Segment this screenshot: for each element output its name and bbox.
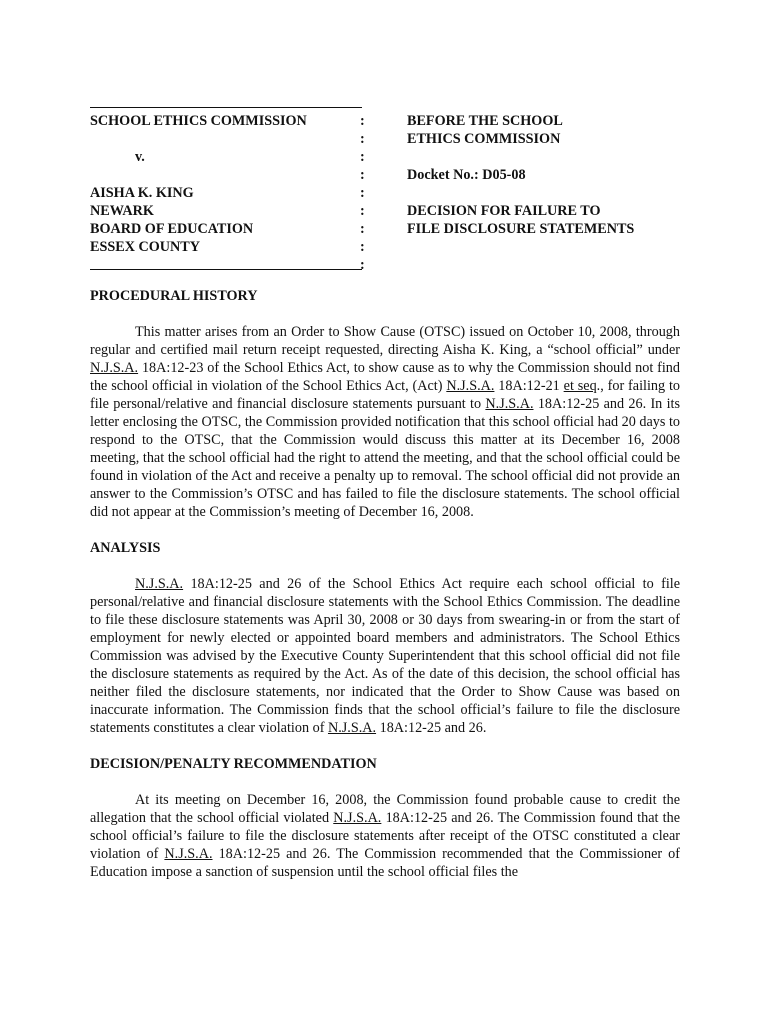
caption-blank-line xyxy=(90,130,360,148)
caption-colon: : xyxy=(360,203,365,219)
analysis-paragraph: N.J.S.A. 18A:12-25 and 26 of the School Ethics Act require each school official to file personal/relative and financial disclosure statements with the School Ethics Commission. The deadline to file these disclosure statements was April 30, 2008 or 30 days from swearing-in or from the start of employment for newly elected or appointed board members and administrators. The School Ethics Commission was advised by the Executive County Superintendent that this school official did not file the disclosure statements as required by the Act. As of the date of this decision, the school official has neither filed the disclosure statements, nor indicated that the Order to Show Cause was based on inaccurate information. The Commission finds that the school official’s failure to file the disclosure statements constitutes a clear violation of N.J.S.A. 18A:12-25 and 26. xyxy=(90,576,680,736)
caption-colon-column xyxy=(360,112,370,274)
statute-citation: N.J.S.A. xyxy=(485,396,534,412)
caption-respondent-district: NEWARK xyxy=(90,203,154,219)
procedural-history-heading: PROCEDURAL HISTORY xyxy=(90,288,258,304)
decision-paragraph: At its meeting on December 16, 2008, the Commission found probable cause to credit the allegation that the school official violated N.J.S.A. 18A:12-25 and 26. The Commission found that the school official’s failure to file the disclosure statements after receipt of the OTSC constituted a clear violation of N.J.S.A. 18A:12-25 and 26. The Commission recommended that the Commissioner of Education impose a sanction of suspension until the school official files the xyxy=(90,792,680,880)
et-seq-citation: et seq xyxy=(563,378,597,394)
analysis-heading: ANALYSIS xyxy=(90,540,161,556)
caption-colon: : xyxy=(360,221,365,237)
caption-respondent-name: AISHA K. KING xyxy=(90,185,194,201)
caption-colon: : xyxy=(360,185,365,201)
caption-respondent-county: ESSEX COUNTY xyxy=(90,239,200,255)
statute-citation: N.J.S.A. xyxy=(90,360,139,376)
caption-colon: : xyxy=(360,131,365,147)
document-body xyxy=(90,287,680,881)
statute-citation: N.J.S.A. xyxy=(446,378,495,394)
caption-forum-line-2: ETHICS COMMISSION xyxy=(407,131,561,147)
caption-colon: : xyxy=(360,149,365,165)
caption-colon: : xyxy=(360,113,365,129)
caption-versus: v. xyxy=(135,149,145,165)
caption-colon: : xyxy=(360,257,365,273)
docket-number: Docket No.: D05-08 xyxy=(407,167,526,183)
statute-citation: N.J.S.A. xyxy=(135,576,184,592)
decision-title-line-1: DECISION FOR FAILURE TO xyxy=(407,203,601,219)
caption-respondent-board: BOARD OF EDUCATION xyxy=(90,221,254,237)
caption-top-rule xyxy=(90,107,362,108)
caption-blank-line xyxy=(90,166,360,184)
caption-parties xyxy=(90,112,360,256)
caption-colon: : xyxy=(360,167,365,183)
procedural-history-paragraph: This matter arises from an Order to Show Cause (OTSC) issued on October 10, 2008, through regular and certified mail return receipt requested, directing Aisha K. King, a “school official” under N.J.S.A. 18A:12-23 of the School Ethics Act, to show cause as to why the Commission should not find the school official in violation of the School Ethics Act, (Act) N.J.S.A. 18A:12-21 et seq., for failing to file personal/relative and financial disclosure statements pursuant to N.J.S.A. 18A:12-25 and 26. In its letter enclosing the OTSC, the Commission provided notification that this school official had 20 days to respond to the OTSC, that the Commission would discuss this matter at its December 16, 2008 meeting, that the school official had the right to attend the meeting, and that the school official could be found in violation of the Act and receive a penalty up to removal. The school official did not provide an answer to the Commission’s OTSC and has failed to file the disclosure statements. The school official did not appear at the Commission’s meeting of December 16, 2008. xyxy=(90,324,681,520)
case-caption xyxy=(90,107,690,272)
statute-citation: N.J.S.A. xyxy=(164,846,213,862)
decision-title-line-2: FILE DISCLOSURE STATEMENTS xyxy=(407,221,635,237)
caption-plaintiff: SCHOOL ETHICS COMMISSION xyxy=(90,113,307,129)
caption-colon: : xyxy=(360,239,365,255)
caption-forum-line-1: BEFORE THE SCHOOL xyxy=(407,113,563,129)
statute-citation: N.J.S.A. xyxy=(333,810,382,826)
statute-citation: N.J.S.A. xyxy=(327,720,377,736)
decision-penalty-heading: DECISION/PENALTY RECOMMENDATION xyxy=(90,756,377,772)
caption-bottom-rule xyxy=(90,269,362,270)
caption-forum xyxy=(407,112,697,238)
